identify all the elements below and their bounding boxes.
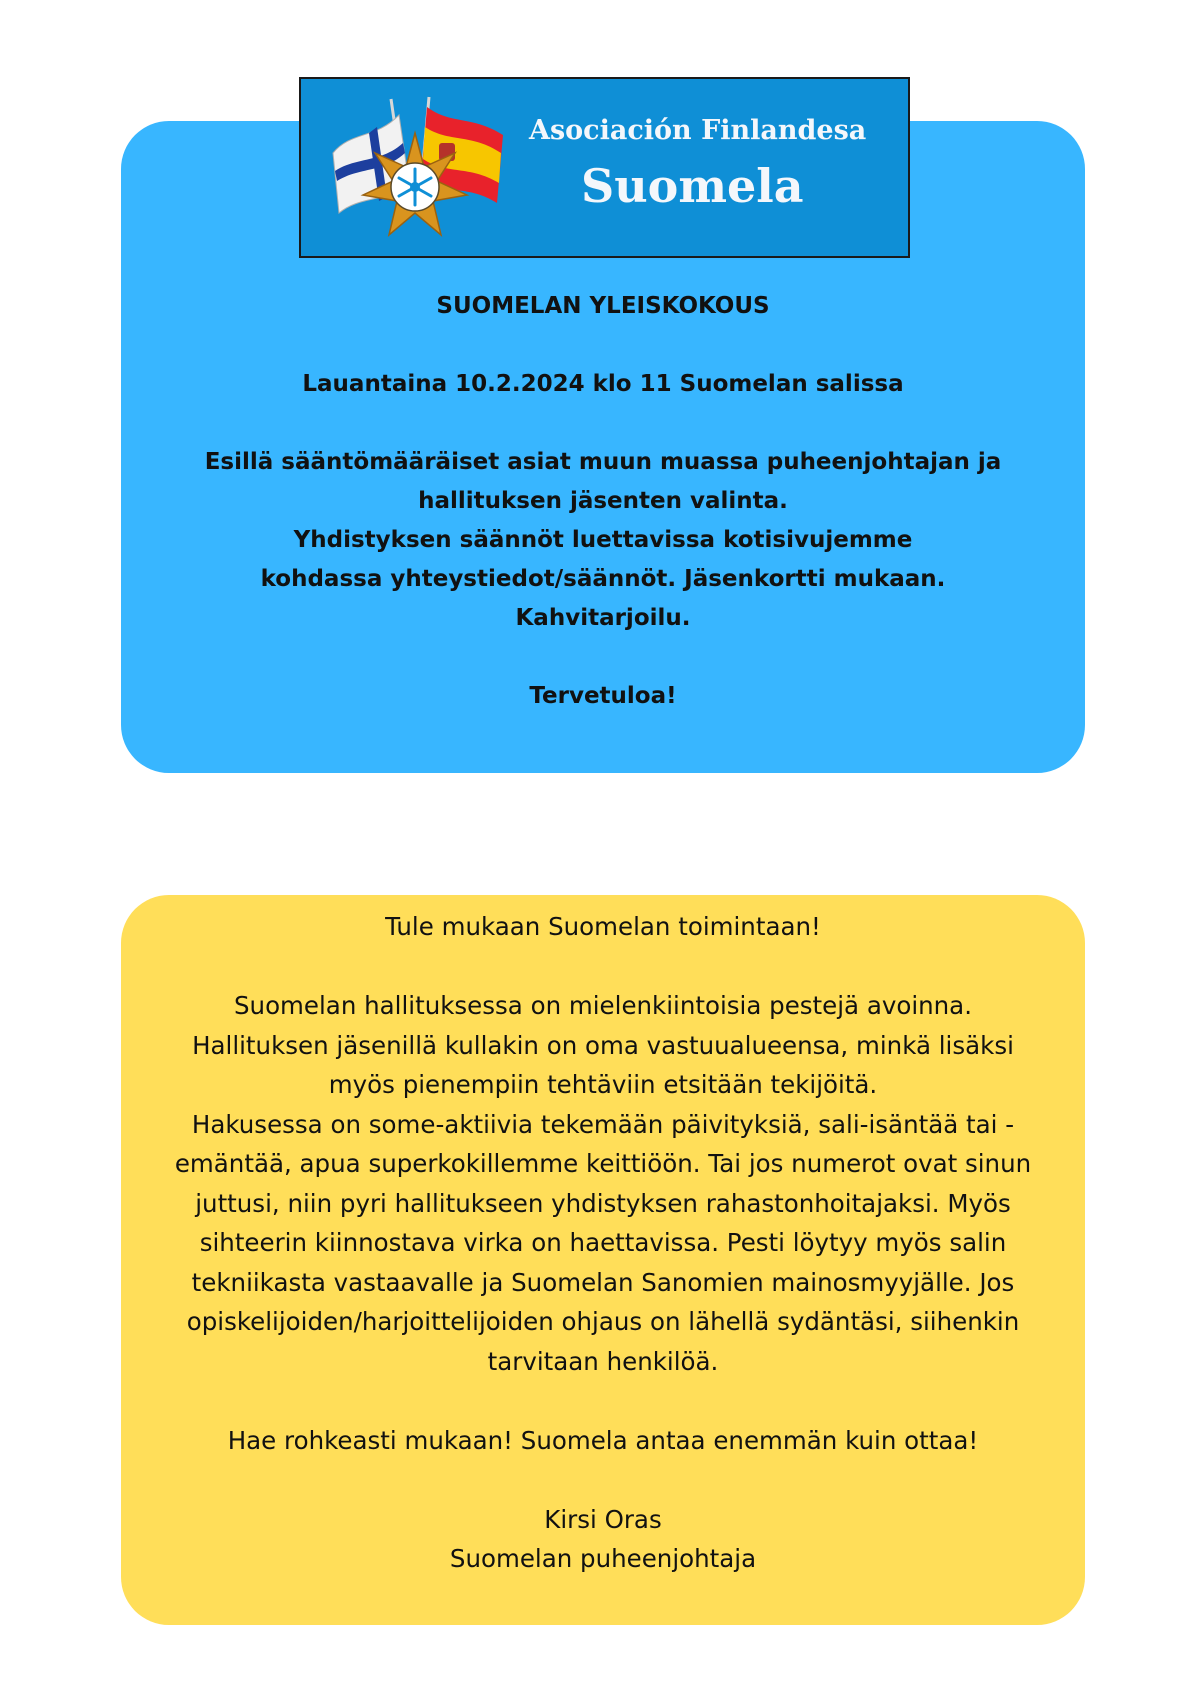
meeting-body-line: Esillä sääntömääräiset asiat muun muassa puheenjohtajan ja bbox=[204, 449, 1002, 475]
signature-name: Kirsi Oras bbox=[544, 1504, 662, 1534]
flags-emblem-icon bbox=[321, 91, 511, 247]
association-logo bbox=[299, 77, 910, 258]
meeting-title: SUOMELAN YLEISKOKOUS bbox=[436, 293, 770, 319]
invite-body-line: tarvitaan henkilöä. bbox=[487, 1346, 719, 1376]
recruitment-box bbox=[121, 895, 1085, 1625]
invite-closing: Hae rohkeasti mukaan! Suomela antaa enemmän kuin ottaa! bbox=[227, 1425, 979, 1455]
logo-suomela: Suomela bbox=[581, 159, 804, 213]
invite-body-line: sihteerin kiinnostava virka on haettavissa. Pesti löytyy myös salin bbox=[199, 1228, 1007, 1257]
invite-heading: Tule mukaan Suomelan toimintaan! bbox=[385, 912, 821, 941]
meeting-datetime: Lauantaina 10.2.2024 klo 11 Suomelan salissa bbox=[302, 371, 904, 397]
invite-body-line: Hakusessa on some-aktiivia tekemään päivityksiä, sali-isäntää tai - bbox=[191, 1109, 1015, 1139]
invite-body-line: Suomelan hallituksessa on mielenkiintoisia pestejä avoinna. bbox=[233, 991, 972, 1020]
meeting-body-line: Kahvitarjoilu. bbox=[515, 605, 691, 631]
invite-body-line: opiskelijoiden/harjoittelijoiden ohjaus on lähellä sydäntäsi, siihenkin bbox=[186, 1307, 1020, 1336]
recruitment-text bbox=[141, 907, 1065, 1579]
signature-title: Suomelan puheenjohtaja bbox=[449, 1544, 757, 1573]
invite-body-line: tekniikasta vastaavalle ja Suomelan Sanomien mainosmyyjälle. Jos bbox=[191, 1267, 1015, 1297]
invite-body-line: juttusi, niin pyri hallitukseen yhdistyksen rahastonhoitajaksi. Myös bbox=[195, 1188, 1011, 1218]
meeting-notice-text bbox=[121, 287, 1085, 716]
meeting-body-line: Yhdistyksen säännöt luettavissa kotisivujemme bbox=[293, 527, 913, 553]
invite-body-line: emäntää, apua superkokillemme keittiöön. Tai jos numerot ovat sinun bbox=[174, 1149, 1032, 1178]
invite-body-line: myös pienempiin tehtäviin etsitään tekijöitä. bbox=[328, 1070, 878, 1099]
invite-body-line: Hallituksen jäsenillä kullakin on oma vastuualueensa, minkä lisäksi bbox=[192, 1030, 1014, 1060]
meeting-welcome: Tervetuloa! bbox=[529, 683, 677, 709]
logo-association-name: Asociación Finlandesa bbox=[529, 115, 867, 146]
meeting-body-line: hallituksen jäsenten valinta. bbox=[418, 488, 788, 514]
meeting-body-line: kohdassa yhteystiedot/säännöt. Jäsenkortti mukaan. bbox=[260, 566, 946, 592]
